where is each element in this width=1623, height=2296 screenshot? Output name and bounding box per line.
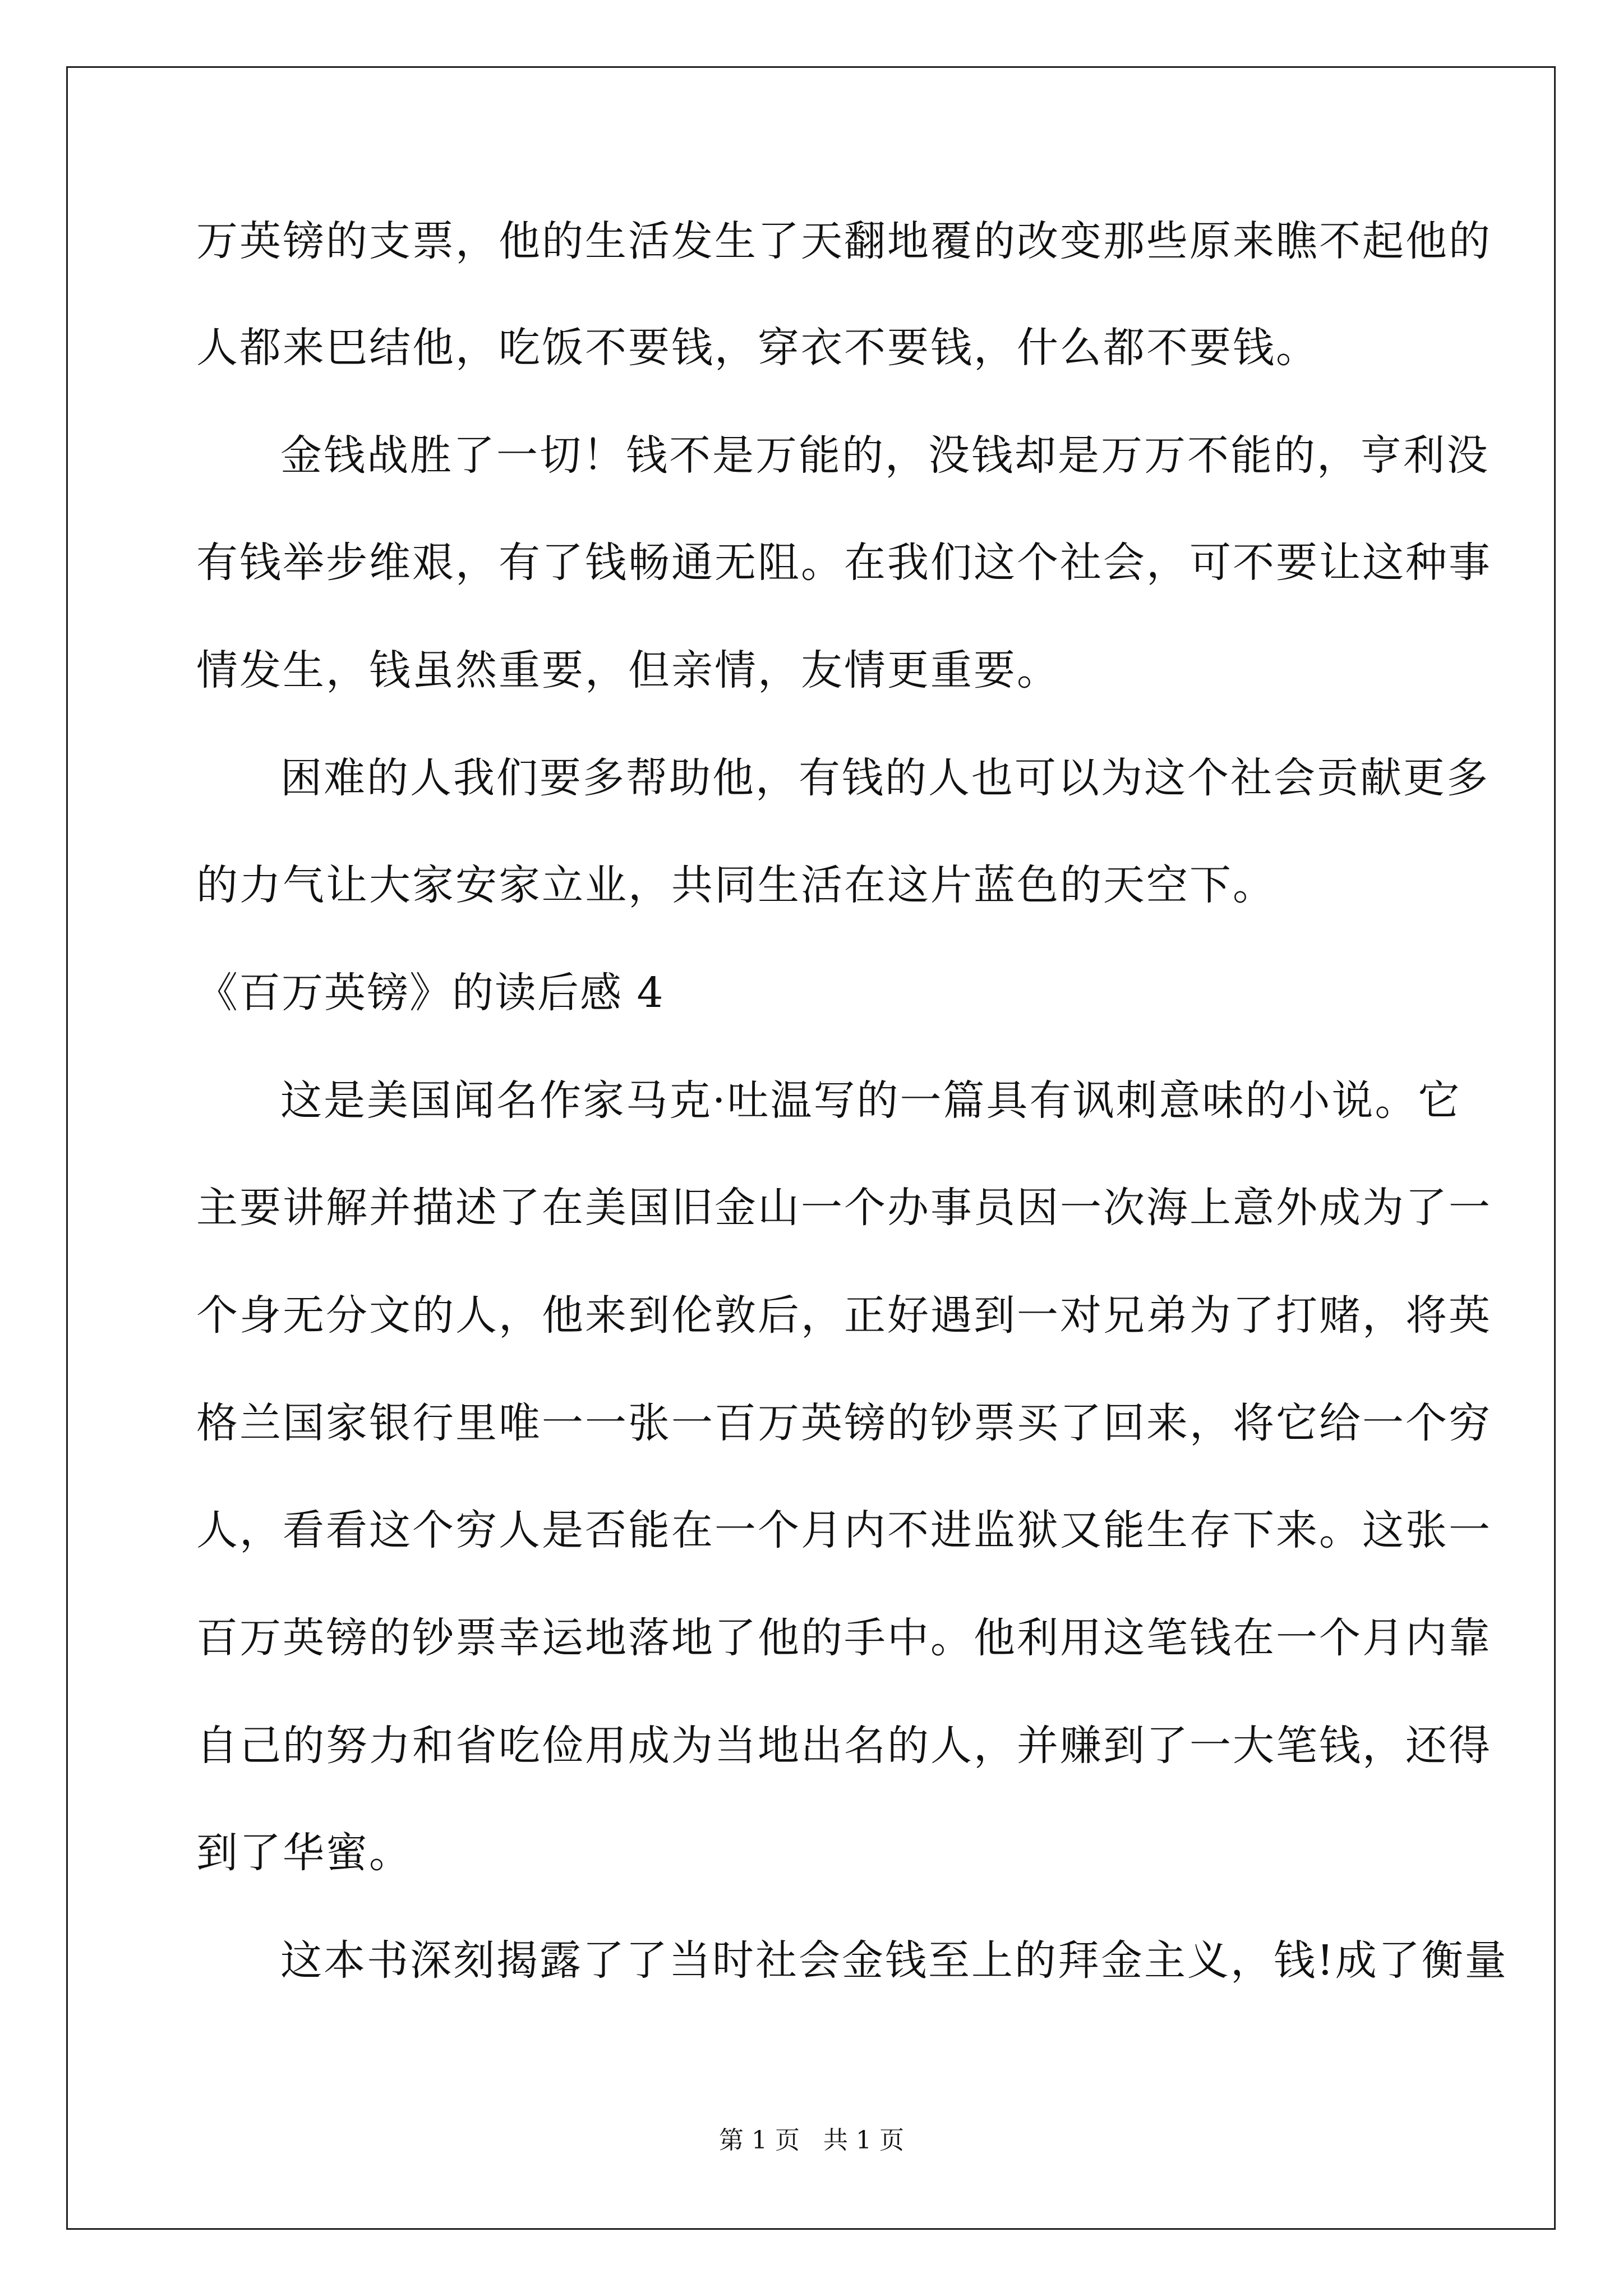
page-number: 第 1 页 xyxy=(719,2126,800,2155)
page-border xyxy=(66,66,1556,2230)
paragraph-line: 自己的努力和省吃俭用成为当地出名的人，并赚到了一大笔钱，还得 xyxy=(196,1722,1492,1770)
paragraph-line: 到了华蜜。 xyxy=(196,1829,412,1877)
paragraph-line: 人，看看这个穷人是否能在一个月内不进监狱又能生存下来。这张一 xyxy=(196,1506,1492,1554)
paragraph-line: 格兰国家银行里唯一一张一百万英镑的钞票买了回来，将它给一个穷 xyxy=(196,1399,1492,1447)
paragraph-line: 万英镑的支票，他的生活发生了天翻地覆的改变那些原来瞧不起他的 xyxy=(196,217,1492,265)
paragraph-line: 主要讲解并描述了在美国旧金山一个办事员因一次海上意外成为了一 xyxy=(196,1184,1492,1232)
paragraph-line: 这本书深刻揭露了了当时社会金钱至上的拜金主义，钱!成了衡量 xyxy=(280,1936,1508,1985)
section-heading: 《百万英镑》的读后感 4 xyxy=(196,969,665,1017)
paragraph-line: 的力气让大家安家立业，共同生活在这片蓝色的天空下。 xyxy=(196,861,1276,909)
paragraph-line: 困难的人我们要多帮助他，有钱的人也可以为这个社会贡献更多 xyxy=(280,754,1490,802)
page-footer xyxy=(0,2124,1623,2157)
paragraph-line: 有钱举步维艰，有了钱畅通无阻。在我们这个社会，可不要让这种事 xyxy=(196,539,1492,587)
paragraph-line: 情发生，钱虽然重要，但亲情，友情更重要。 xyxy=(196,646,1060,694)
paragraph-line: 金钱战胜了一切！钱不是万能的，没钱却是万万不能的，亨利没 xyxy=(280,431,1490,480)
paragraph-line: 百万英镑的钞票幸运地落地了他的手中。他利用这笔钱在一个月内靠 xyxy=(196,1614,1492,1662)
paragraph-line: 个身无分文的人，他来到伦敦后，正好遇到一对兄弟为了打赌，将英 xyxy=(196,1291,1492,1340)
paragraph-line: 这是美国闻名作家马克·吐温写的一篇具有讽刺意味的小说。它 xyxy=(280,1076,1461,1125)
page-total: 共 1 页 xyxy=(823,2126,904,2155)
paragraph-line: 人都来巴结他，吃饭不要钱，穿衣不要钱，什么都不要钱。 xyxy=(196,324,1319,372)
